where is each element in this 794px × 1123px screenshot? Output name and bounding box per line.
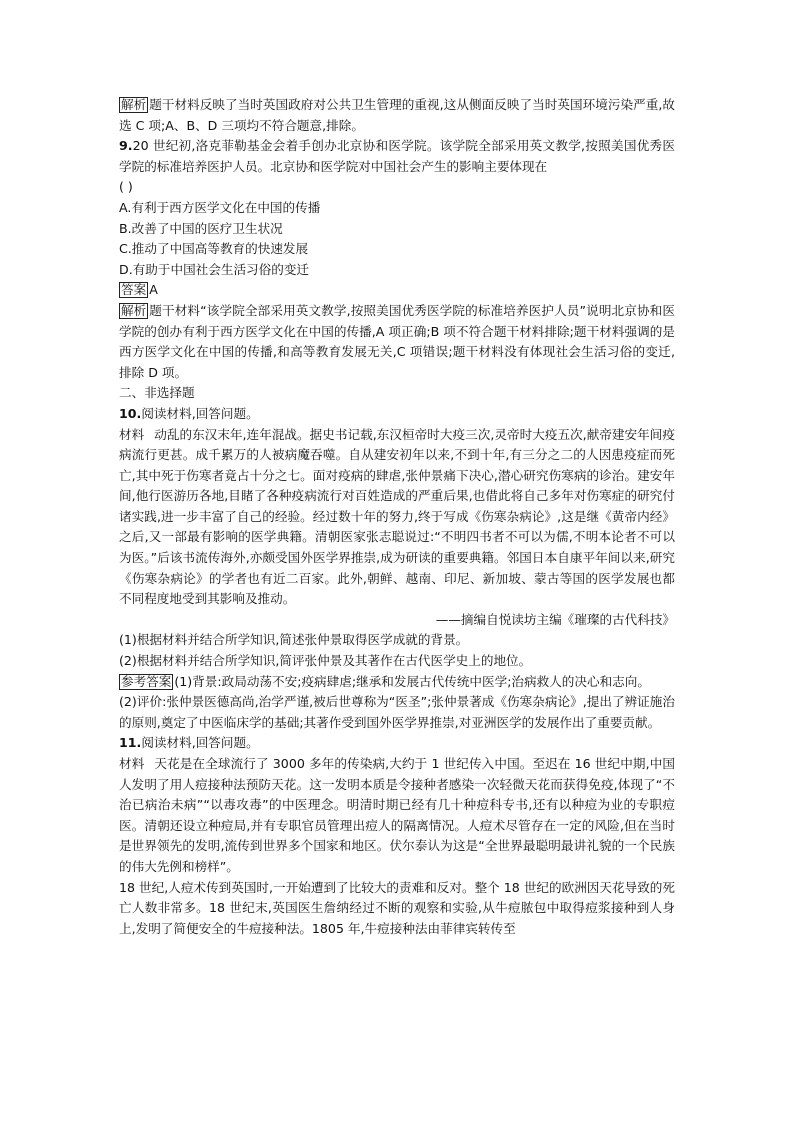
q8-analysis: [119, 95, 675, 136]
answer-value: A: [149, 282, 158, 298]
question-number: 10.: [119, 405, 142, 421]
q11-stem: [119, 733, 675, 754]
material-text: 动乱的东汉末年,连年混战。据史书记载,东汉桓帝时大疫三次,灵帝时大疫五次,献帝建安年间疫病流行更甚。成千累万的人被病魔吞噬。自从建安初年以来,不到十年,有三分之二的人因患疫症而死亡,其中死于伤寒者竟占十分之七。面对疫病的肆虐,张仲景痛下决心,潜心研究伤寒病的诊治。建安年间,他行医游历各地,目睹了各种疫病流行对百姓造成的严重后果,也借此将自己多年对伤寒症的研究付诸实践,进一步丰富了自己的经验。经过数十年的努力,终于写成《伤寒杂病论》,这是继《黄帝内经》之后,又一部最有影响的医学典籍。清朝医家张志聪说过:“不明四书者不可以为儒,不明本论者不可以为医。”后该书流传海外,亦颇受国外医学界推崇,成为研读的重要典籍。邻国日本自康平年间以来,研究《伤寒杂病论》的学者也有近二百家。此外,朝鲜、越南、印尼、新加坡、蒙古等国的医学发展也都不同程度地受到其影响及推动。: [119, 426, 675, 607]
material-label: 材料: [119, 426, 145, 442]
sub-question-2: (2)根据材料并结合所学知识,简评张仲景及其著作在古代医学史上的地位。: [119, 653, 532, 669]
reference-answer-tag: 参考答案: [121, 673, 172, 689]
question-stem: 阅读材料,回答问题。: [141, 735, 259, 751]
q10-material: [119, 425, 675, 610]
option-c: C.推动了中国高等教育的快速发展: [119, 241, 309, 257]
material-label: 材料: [119, 756, 145, 771]
sub-question-1: (1)根据材料并结合所学知识,简述张仲景取得医学成就的背景。: [119, 632, 469, 648]
material-text: 天花是在全球流行了 3000 多年的传染病,大约于 1 世纪传入中国。至迟在 16 世纪中期,中国人发明了用人痘接种法预防天花。这一发明本质是令接种者感染一次轻微天花而获得免疫,体现了“不治已病治未病”“以毒攻毒”的中医理念。明清时期已经有几十种痘科专书,还有以种痘为业的专职痘医。清朝还设立种痘局,并有专职官员管理出痘人的隔离情况。人痘术尽管存在一定的风险,但在当时是世界领先的发明,流传到世界多个国家和地区。伏尔泰认为这是“全世界最聪明最讲礼貌的一个民族的伟大先例和榜样”。: [119, 756, 675, 874]
question-number: 9.: [119, 138, 133, 154]
analysis-text: 题干材料反映了当时英国政府对公共卫生管理的重视,这从侧面反映了当时英国环境污染严重,故选 C 项;A、B、D 三项均不符合题意,排除。: [119, 97, 675, 133]
material-source: ——摘编自悦读坊主编《璀璨的古代科技》: [435, 611, 675, 627]
q9-analysis: [119, 301, 675, 383]
section-heading: 二、非选择题: [119, 385, 195, 401]
q10-stem: [119, 404, 675, 425]
q11-material-para2: 18 世纪,人痘术传到英国时,一开始遭到了比较大的责难和反对。整个 18 世纪的欧洲因天花导致的死亡人数非常多。18 世纪末,英国医生詹纳经过不断的观察和实验,从牛痘脓包中取得痘浆接种到人身上,发明了简便安全的牛痘接种法。1805 年,牛痘接种法由菲律宾转传至: [119, 879, 675, 936]
option-b: B.改善了中国的医疗卫生状况: [119, 220, 283, 236]
analysis-text: 题干材料“该学院全部采用英文教学,按照美国优秀医学院的标准培养医护人员”说明北京协和医学院的创办有利于西方医学文化在中国的传播,A 项正确;B 项不符合题干材料排除;题干材料强调的是西方医学文化在中国的传播,和高等教育发展无关,C 项错误;题干材料没有体现社会生活习俗的变迁,排除 D 项。: [119, 302, 675, 380]
option-d: D.有助于中国社会生活习俗的变迁: [119, 261, 310, 277]
analysis-tag: 解析: [121, 302, 147, 318]
reference-answer-1: [119, 672, 675, 693]
q9-stem: [119, 136, 675, 177]
reference-answer-text: (1)背景:政局动荡不安;疫病肆虐;继承和发展古代传统中医学;治病救人的决心和志向。: [174, 673, 650, 689]
option-a: A.有利于西方医学文化在中国的传播: [119, 199, 321, 215]
answer-tag: 答案: [121, 282, 147, 298]
analysis-tag: 解析: [121, 97, 147, 112]
question-stem: 20 世纪初,洛克菲勒基金会着手创办北京协和医学院。该学院全部采用英文教学,按照美国优秀医学院的标准培养医护人员。北京协和医学院对中国社会产生的影响主要体现在: [119, 138, 675, 174]
question-stem: 阅读材料,回答问题。: [141, 405, 259, 421]
reference-answer-2: (2)评价:张仲景医德高尚,治学严谨,被后世尊称为“医圣”;张仲景著成《伤寒杂病论》,提出了辨证施治的原则,奠定了中医临床学的基础;其著作受到国外医学界推崇,对亚洲医学的发展作出了重要贡献。: [119, 694, 675, 730]
answer-bracket: ( ): [119, 179, 133, 195]
q11-material: [119, 754, 675, 878]
document-page: [119, 95, 675, 939]
q9-answer: [119, 280, 675, 301]
question-number: 11.: [119, 735, 142, 751]
